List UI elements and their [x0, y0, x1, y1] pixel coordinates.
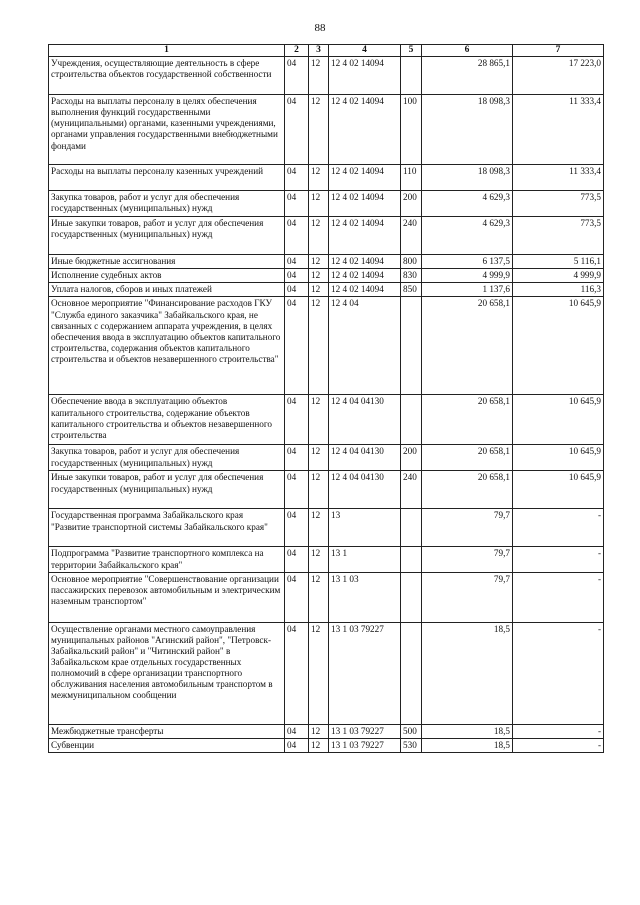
amount-col6: 20 658,1 [422, 471, 513, 509]
row-name: Основное мероприятие "Финансирование расходов ГКУ "Служба единого заказчика" Забайкальского края, не связанных с содержанием аппарата учреждения, в целях обеспечения ввода в эксплуатацию объектов капитального строительства, содержания объектов капитального строительства и объектов незавершенного строительства" [49, 297, 285, 395]
row-name: Расходы на выплаты персоналу в целях обеспечения выполнения функций государственными (муниципальными) органами, казенными учреждениями, органами управления государственными внебюджетными фондами [49, 95, 285, 165]
table-row [49, 283, 604, 297]
expense-type-code: 850 [401, 283, 422, 297]
expense-type-code [401, 395, 422, 445]
amount-col7: 10 645,9 [513, 297, 604, 395]
section-code: 04 [285, 297, 309, 395]
expense-type-code: 240 [401, 217, 422, 255]
table-row [49, 217, 604, 255]
amount-col7: 10 645,9 [513, 471, 604, 509]
amount-col6: 18 098,3 [422, 95, 513, 165]
amount-col7: - [513, 547, 604, 572]
amount-col7: 10 645,9 [513, 395, 604, 445]
amount-col7: 10 645,9 [513, 445, 604, 471]
amount-col6: 4 999,9 [422, 269, 513, 283]
section-code: 04 [285, 95, 309, 165]
budget-table [48, 44, 604, 753]
section-code: 04 [285, 255, 309, 269]
subsection-code: 12 [309, 622, 329, 724]
subsection-code: 12 [309, 724, 329, 738]
section-code: 04 [285, 724, 309, 738]
row-name: Подпрограмма "Развитие транспортного комплекса на территории Забайкальского края" [49, 547, 285, 572]
expense-type-code [401, 509, 422, 547]
subsection-code: 12 [309, 471, 329, 509]
column-header: 7 [513, 45, 604, 57]
table-row [49, 445, 604, 471]
amount-col6: 20 658,1 [422, 395, 513, 445]
section-code: 04 [285, 471, 309, 509]
subsection-code: 12 [309, 95, 329, 165]
section-code: 04 [285, 622, 309, 724]
amount-col6: 18,5 [422, 738, 513, 752]
table-row [49, 297, 604, 395]
amount-col7: 773,5 [513, 217, 604, 255]
expense-type-code: 240 [401, 471, 422, 509]
row-name: Иные бюджетные ассигнования [49, 255, 285, 269]
amount-col7: 773,5 [513, 191, 604, 217]
expense-type-code: 830 [401, 269, 422, 283]
subsection-code: 12 [309, 191, 329, 217]
subsection-code: 12 [309, 547, 329, 572]
section-code: 04 [285, 191, 309, 217]
row-name: Основное мероприятие "Совершенствование организации пассажирских перевозок автомобильным и электрическим наземным транспортом" [49, 572, 285, 622]
target-article-code: 13 1 03 79227 [329, 622, 401, 724]
section-code: 04 [285, 217, 309, 255]
subsection-code: 12 [309, 165, 329, 191]
amount-col7: 17 223,0 [513, 57, 604, 95]
expense-type-code [401, 547, 422, 572]
subsection-code: 12 [309, 445, 329, 471]
amount-col7: - [513, 724, 604, 738]
expense-type-code [401, 297, 422, 395]
amount-col6: 79,7 [422, 509, 513, 547]
amount-col6: 18 098,3 [422, 165, 513, 191]
table-row [49, 547, 604, 572]
target-article-code: 12 4 02 14094 [329, 165, 401, 191]
table-row [49, 622, 604, 724]
page-number: 88 [314, 22, 326, 34]
table-row [49, 395, 604, 445]
expense-type-code: 200 [401, 191, 422, 217]
target-article-code: 13 1 03 [329, 572, 401, 622]
row-name: Государственная программа Забайкальского края "Развитие транспортной системы Забайкальского края" [49, 509, 285, 547]
target-article-code: 12 4 02 14094 [329, 217, 401, 255]
subsection-code: 12 [309, 283, 329, 297]
amount-col7: - [513, 738, 604, 752]
target-article-code: 12 4 02 14094 [329, 283, 401, 297]
subsection-code: 12 [309, 269, 329, 283]
table-row [49, 509, 604, 547]
section-code: 04 [285, 283, 309, 297]
table-header-row [49, 45, 604, 57]
target-article-code: 12 4 04 [329, 297, 401, 395]
section-code: 04 [285, 395, 309, 445]
expense-type-code: 100 [401, 95, 422, 165]
amount-col6: 28 865,1 [422, 57, 513, 95]
amount-col6: 20 658,1 [422, 297, 513, 395]
column-header: 3 [309, 45, 329, 57]
row-name: Обеспечение ввода в эксплуатацию объектов капитального строительства, содержание объектов капитального строительства и объектов незавершенного строительства [49, 395, 285, 445]
section-code: 04 [285, 269, 309, 283]
amount-col7: - [513, 572, 604, 622]
amount-col6: 79,7 [422, 572, 513, 622]
subsection-code: 12 [309, 738, 329, 752]
table-row [49, 165, 604, 191]
amount-col6: 1 137,6 [422, 283, 513, 297]
table-row [49, 191, 604, 217]
table-row [49, 255, 604, 269]
subsection-code: 12 [309, 509, 329, 547]
section-code: 04 [285, 165, 309, 191]
subsection-code: 12 [309, 255, 329, 269]
row-name: Субвенции [49, 738, 285, 752]
column-header: 5 [401, 45, 422, 57]
section-code: 04 [285, 738, 309, 752]
row-name: Учреждения, осуществляющие деятельность в сфере строительства объектов государственной собственности [49, 57, 285, 95]
target-article-code: 12 4 04 04130 [329, 471, 401, 509]
amount-col6: 20 658,1 [422, 445, 513, 471]
row-name: Межбюджетные трансферты [49, 724, 285, 738]
table-row [49, 57, 604, 95]
target-article-code: 13 [329, 509, 401, 547]
table-row [49, 572, 604, 622]
amount-col7: - [513, 622, 604, 724]
row-name: Осуществление органами местного самоуправления муниципальных районов "Агинский район", "Петровск-Забайкальский район" и "Читинский район" в Забайкальском крае отдельных государственных полномочий в сфере организации транспортного обслуживания населения автомобильным транспортом в межмуниципальном сообщении [49, 622, 285, 724]
column-header: 4 [329, 45, 401, 57]
target-article-code: 12 4 02 14094 [329, 95, 401, 165]
amount-col7: 4 999,9 [513, 269, 604, 283]
amount-col6: 4 629,3 [422, 217, 513, 255]
target-article-code: 12 4 02 14094 [329, 57, 401, 95]
section-code: 04 [285, 445, 309, 471]
target-article-code: 13 1 03 79227 [329, 738, 401, 752]
target-article-code: 13 1 [329, 547, 401, 572]
table-row [49, 471, 604, 509]
expense-type-code: 110 [401, 165, 422, 191]
section-code: 04 [285, 547, 309, 572]
expense-type-code [401, 57, 422, 95]
target-article-code: 12 4 04 04130 [329, 445, 401, 471]
subsection-code: 12 [309, 57, 329, 95]
amount-col6: 18,5 [422, 622, 513, 724]
amount-col6: 18,5 [422, 724, 513, 738]
table-row [49, 269, 604, 283]
expense-type-code: 530 [401, 738, 422, 752]
row-name: Закупка товаров, работ и услуг для обеспечения государственных (муниципальных) нужд [49, 445, 285, 471]
amount-col7: 11 333,4 [513, 165, 604, 191]
subsection-code: 12 [309, 217, 329, 255]
expense-type-code: 500 [401, 724, 422, 738]
amount-col7: 11 333,4 [513, 95, 604, 165]
subsection-code: 12 [309, 395, 329, 445]
target-article-code: 12 4 02 14094 [329, 269, 401, 283]
amount-col6: 4 629,3 [422, 191, 513, 217]
amount-col6: 6 137,5 [422, 255, 513, 269]
target-article-code: 12 4 04 04130 [329, 395, 401, 445]
expense-type-code: 800 [401, 255, 422, 269]
table-row [49, 738, 604, 752]
amount-col7: 5 116,1 [513, 255, 604, 269]
section-code: 04 [285, 572, 309, 622]
amount-col7: 116,3 [513, 283, 604, 297]
target-article-code: 12 4 02 14094 [329, 255, 401, 269]
column-header: 2 [285, 45, 309, 57]
column-header: 6 [422, 45, 513, 57]
table-row [49, 95, 604, 165]
expense-type-code: 200 [401, 445, 422, 471]
amount-col6: 79,7 [422, 547, 513, 572]
expense-type-code [401, 572, 422, 622]
row-name: Расходы на выплаты персоналу казенных учреждений [49, 165, 285, 191]
row-name: Уплата налогов, сборов и иных платежей [49, 283, 285, 297]
subsection-code: 12 [309, 572, 329, 622]
expense-type-code [401, 622, 422, 724]
target-article-code: 13 1 03 79227 [329, 724, 401, 738]
table-row [49, 724, 604, 738]
row-name: Исполнение судебных актов [49, 269, 285, 283]
column-header: 1 [49, 45, 285, 57]
section-code: 04 [285, 509, 309, 547]
section-code: 04 [285, 57, 309, 95]
amount-col7: - [513, 509, 604, 547]
subsection-code: 12 [309, 297, 329, 395]
row-name: Закупка товаров, работ и услуг для обеспечения государственных (муниципальных) нужд [49, 191, 285, 217]
row-name: Иные закупки товаров, работ и услуг для обеспечения государственных (муниципальных) нужд [49, 471, 285, 509]
row-name: Иные закупки товаров, работ и услуг для обеспечения государственных (муниципальных) нужд [49, 217, 285, 255]
target-article-code: 12 4 02 14094 [329, 191, 401, 217]
